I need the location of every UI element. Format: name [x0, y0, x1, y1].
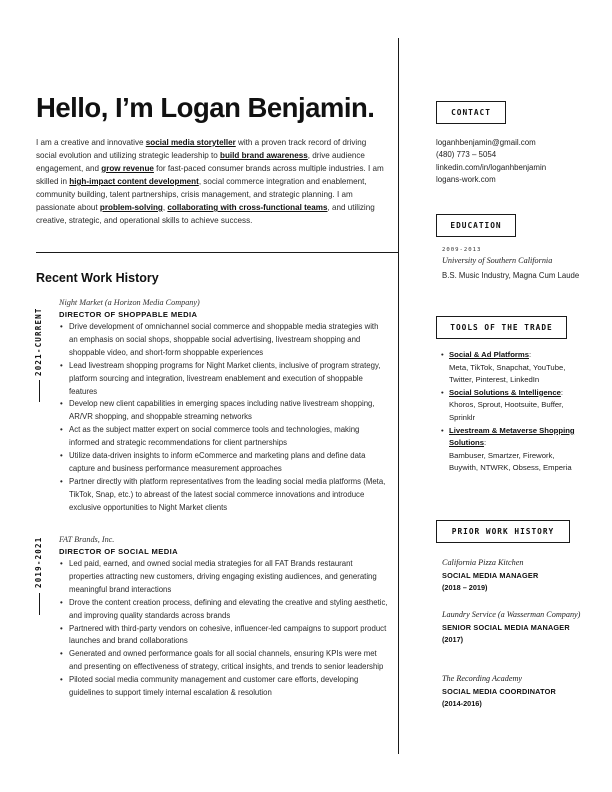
- job-bullet: • Act as the subject matter expert on social commerce tools and technologies, making informed and strategic recommendations for client partnerships: [59, 424, 389, 450]
- summary-text: with a proven track record of driving social evolution and utilizing strategic leadership to: [36, 138, 367, 160]
- job-bullet: • Piloted social media community management and customer care efforts, developing guidelines to support timely internal escalation & resolution: [59, 674, 389, 700]
- prior-job-company: California Pizza Kitchen: [442, 558, 524, 567]
- prior-job-dates: (2014-2016): [442, 699, 482, 708]
- tools-item: • Social & Ad Platforms: Meta, TikTok, Snapchat, YouTube, Twitter, Pinterest, LinkedIn: [441, 349, 581, 387]
- job-bullet: • Led paid, earned, and owned social media strategies for all FAT Brands restaurant properties attracting new customers, driving engaging existing audiences, and generating meaningful brand interactions: [59, 558, 389, 597]
- tools-item-key: Social & Ad Platforms: [449, 350, 530, 359]
- job-bullets: [59, 558, 389, 700]
- tools-item-key: Livestream & Metaverse Shopping Solutions: [449, 425, 575, 448]
- prior-work-heading: PRIOR WORK HISTORY: [436, 520, 570, 543]
- contact-phone: (480) 773 – 5054: [436, 150, 497, 160]
- job-period-label: 2021-CURRENT: [34, 307, 43, 376]
- period-tick: [39, 593, 40, 615]
- job-company: Night Market (a Horizon Media Company): [59, 298, 200, 307]
- page-title: Hello, I’m Logan Benjamin.: [36, 92, 375, 123]
- contact-website: logans-work.com: [436, 175, 496, 185]
- job-role: DIRECTOR OF SOCIAL MEDIA: [59, 547, 179, 556]
- job-bullets: [59, 321, 389, 515]
- work-history-heading: Recent Work History: [36, 271, 159, 285]
- contact-block: [436, 137, 546, 187]
- summary-text: for fast-paced consumer brands across multiple industries. I am skilled in: [36, 164, 384, 186]
- summary-highlight: collaborating with cross-functional teams: [167, 203, 328, 212]
- tools-item-value: Khoros, Sprout, Hootsuite, Buffer, Sprinklr: [449, 400, 564, 422]
- tools-heading: TOOLS OF THE TRADE: [436, 316, 567, 339]
- prior-job-dates: (2018 – 2019): [442, 583, 488, 592]
- job-bullet: • Partner directly with platform representatives from the leading social media platforms (Meta, TikTok, Snap, etc.) to abreast of the latest social commerce innovations and introduce exclusive opportunities to Night Market clients: [59, 476, 389, 515]
- contact-heading: CONTACT: [436, 101, 506, 124]
- tools-list: [441, 349, 581, 475]
- job-bullet: • Drive development of omnichannel social commerce and shoppable media strategies with an emphasis on social shops, shoppable social advertising, livestream shopping and shoppable video, and short-form shoppable experiences: [59, 321, 389, 360]
- tools-item-key: Social Solutions & Intelligence: [449, 387, 561, 397]
- education-degree: B.S. Music Industry, Magna Cum Laude: [442, 271, 580, 280]
- prior-job-company: The Recording Academy: [442, 674, 523, 683]
- summary-divider: [36, 252, 398, 253]
- prior-job: [442, 557, 582, 592]
- job-entry: [59, 535, 389, 700]
- summary-paragraph: [36, 136, 386, 227]
- job-company: FAT Brands, Inc.: [59, 535, 115, 544]
- contact-email: loganhbenjamin@gmail.com: [436, 138, 536, 147]
- tools-item: • Social Solutions & Intelligence: Khoros, Sprout, Hootsuite, Buffer, Sprinklr: [441, 387, 581, 425]
- prior-job-role: SENIOR SOCIAL MEDIA MANAGER: [442, 623, 570, 632]
- prior-job: [442, 609, 582, 644]
- summary-highlight: build brand awareness: [220, 151, 308, 160]
- education-school: University of Southern California: [442, 256, 553, 265]
- job-bullet: • Lead livestream shopping programs for Night Market clients, inclusive of program strategy, platform sourcing and integration, livestream enablement and execution of shoppable features: [59, 360, 389, 399]
- prior-job-dates: (2017): [442, 635, 464, 644]
- education-heading: EDUCATION: [436, 214, 516, 237]
- prior-job-role: SOCIAL MEDIA COORDINATOR: [442, 687, 556, 696]
- period-tick: [39, 380, 40, 402]
- contact-linkedin: linkedin.com/in/loganhbenjamin: [436, 162, 547, 172]
- summary-highlight: high-impact content development: [69, 177, 199, 186]
- job-bullet: • Generated and owned performance goals for all social channels, ensuring KPIs were met and presenting on effectiveness of strategy, critical insights, and trends to senior leadership: [59, 648, 389, 674]
- job-role: DIRECTOR OF SHOPPABLE MEDIA: [59, 310, 198, 319]
- tools-item: • Livestream & Metaverse Shopping Solutions: Bambuser, Smartzer, Firework, Buywith, NTWRK, Obsess, Emperia: [441, 425, 581, 475]
- prior-job: [442, 673, 582, 708]
- education-years: 2009-2013: [442, 247, 482, 253]
- summary-highlight: social media storyteller: [145, 138, 236, 147]
- summary-text: ,: [162, 203, 168, 212]
- summary-text: , drive audience engagement, and: [36, 151, 365, 173]
- summary-text: I am a creative and innovative: [36, 138, 146, 147]
- prior-job-role: SOCIAL MEDIA MANAGER: [442, 571, 539, 580]
- job-bullet: • Utilize data-driven insights to inform eCommerce and marketing plans and define data capture and business performance measurement approaches: [59, 450, 389, 476]
- tools-item-value: Meta, TikTok, Snapchat, YouTube, Twitter, Pinterest, LinkedIn: [449, 362, 566, 385]
- job-period-label: 2019-2021: [34, 536, 43, 588]
- prior-job-company: Laundry Service (a Wasserman Company): [442, 610, 581, 619]
- summary-highlight: grow revenue: [101, 164, 154, 173]
- job-bullet: • Partnered with third-party vendors on cohesive, influencer-led campaigns to support product launches and brand collaborations: [59, 623, 389, 649]
- tools-item-value: Bambuser, Smartzer, Firework, Buywith, NTWRK, Obsess, Emperia: [449, 450, 572, 473]
- summary-text: , social commerce integration and enablement, community building, talent partnerships, crisis management, and strategic planning. I am passionate about: [36, 177, 367, 212]
- summary-highlight: problem-solving: [99, 203, 163, 212]
- job-bullet: • Develop new client capabilities in emerging spaces including native livestream shopping, AR/VR shopping, and shoppable streaming networks: [59, 398, 389, 424]
- job-bullet: • Drove the content creation process, defining and elevating the creative and styling aesthetic, and improving quality standards across brands: [59, 597, 389, 623]
- job-entry: [59, 298, 389, 515]
- summary-text: , and utilizing creative, strategic, and operational skills to achieve success.: [36, 203, 375, 225]
- column-divider: [398, 38, 399, 754]
